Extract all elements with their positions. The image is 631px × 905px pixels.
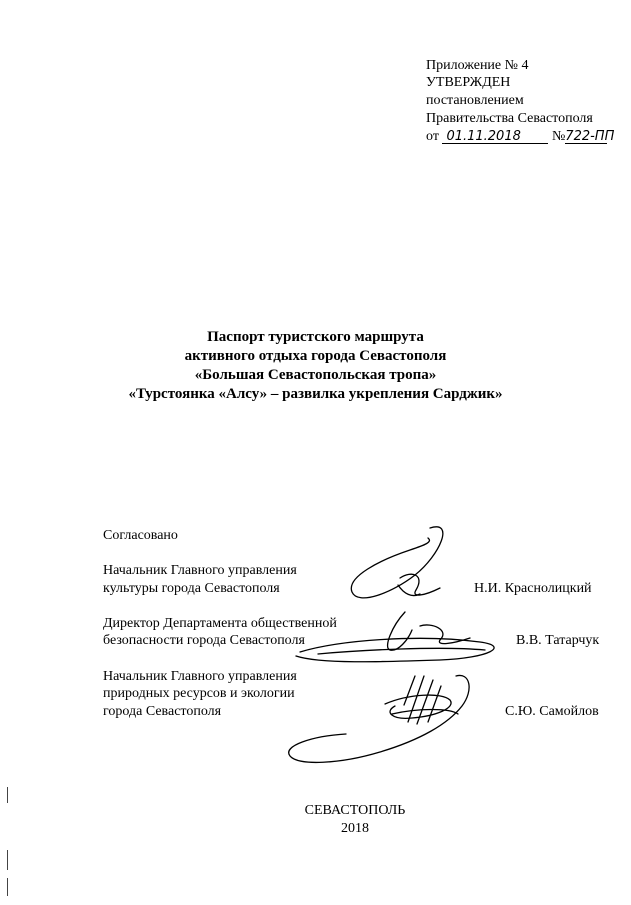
footer-city: СЕВАСТОПОЛЬ (304, 803, 406, 818)
approval-heading: Согласовано (103, 528, 178, 543)
signatory-3-position-line-2: природных ресурсов и экологии (103, 686, 295, 701)
scan-edge-mark (7, 787, 8, 803)
decree-number: 722-ПП (565, 129, 615, 144)
signature-2 (296, 612, 494, 662)
scan-edge-mark (7, 850, 8, 870)
decree-label: постановлением (426, 93, 524, 108)
signatory-2-name: В.В. Татарчук (516, 633, 600, 648)
scan-edge-mark (7, 878, 8, 896)
signatory-1-name: Н.И. Краснолицкий (474, 581, 592, 596)
government-label: Правительства Севастополя (426, 111, 593, 126)
document-title-line-4: «Турстоянка «Алсу» – развилка укрепления Сарджик» (128, 386, 503, 402)
signature-1 (351, 527, 443, 598)
signatory-1-position-line-2: культуры города Севастополя (103, 581, 280, 596)
decree-date: 01.11.2018 (442, 130, 548, 144)
document-title-line-3: «Большая Севастопольская тропа» (194, 367, 437, 383)
signatory-3-name: С.Ю. Самойлов (505, 704, 599, 719)
signatory-2-position-line-2: безопасности города Севастополя (103, 633, 305, 648)
signatory-2-position-line-1: Директор Департамента общественной (103, 616, 337, 631)
signatory-3-position-line-1: Начальник Главного управления (103, 669, 297, 684)
approved-label: УТВЕРЖДЕН (426, 75, 511, 90)
number-prefix: № (551, 129, 566, 144)
date-prefix: от (426, 129, 439, 144)
document-title-line-1: Паспорт туристского маршрута (207, 329, 424, 345)
footer-year: 2018 (341, 821, 369, 836)
document-title-line-2: активного отдыха города Севастополя (184, 348, 447, 364)
signatory-1-position-line-1: Начальник Главного управления (103, 563, 297, 578)
signature-3 (289, 675, 469, 762)
appendix-label: Приложение № 4 (426, 58, 529, 73)
signatory-3-position-line-3: города Севастополя (103, 704, 222, 719)
